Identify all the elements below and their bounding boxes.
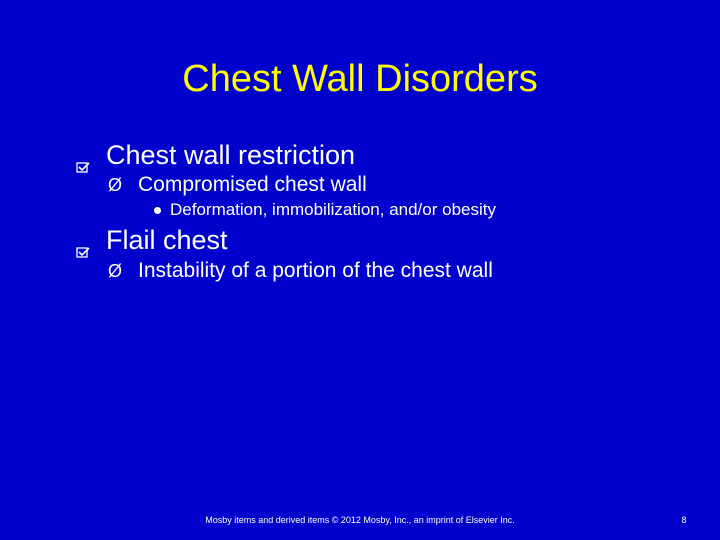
checkbox-bullet-icon: [76, 149, 90, 161]
bullet-text: Flail chest: [106, 225, 228, 255]
checkbox-bullet-icon: [76, 234, 90, 246]
arrow-bullet-icon: Ø: [108, 261, 123, 281]
arrow-bullet-icon: Ø: [108, 175, 123, 195]
sub-bullet-instability: [108, 258, 493, 284]
page-number: 8: [681, 515, 687, 525]
bullet-item-flail-chest: [106, 224, 228, 256]
slide-title: Chest Wall Disorders: [182, 58, 538, 100]
sub-bullet-text: Instability of a portion of the chest wall: [138, 259, 493, 282]
sub-bullet-text: Compromised chest wall: [138, 173, 367, 196]
copyright-footer: Mosby items and derived items © 2012 Mosby, Inc., an imprint of Elsevier Inc.: [205, 515, 515, 525]
bullet-text: Chest wall restriction: [106, 140, 356, 170]
sub-sub-bullet-text: Deformation, immobilization, and/or obesity: [170, 200, 496, 219]
sub-bullet-compromised-chest-wall: [108, 172, 367, 198]
sub-sub-bullet-deformation: [170, 200, 496, 220]
bullet-item-chest-wall-restriction: [106, 139, 355, 171]
dot-bullet-icon: [154, 207, 161, 214]
